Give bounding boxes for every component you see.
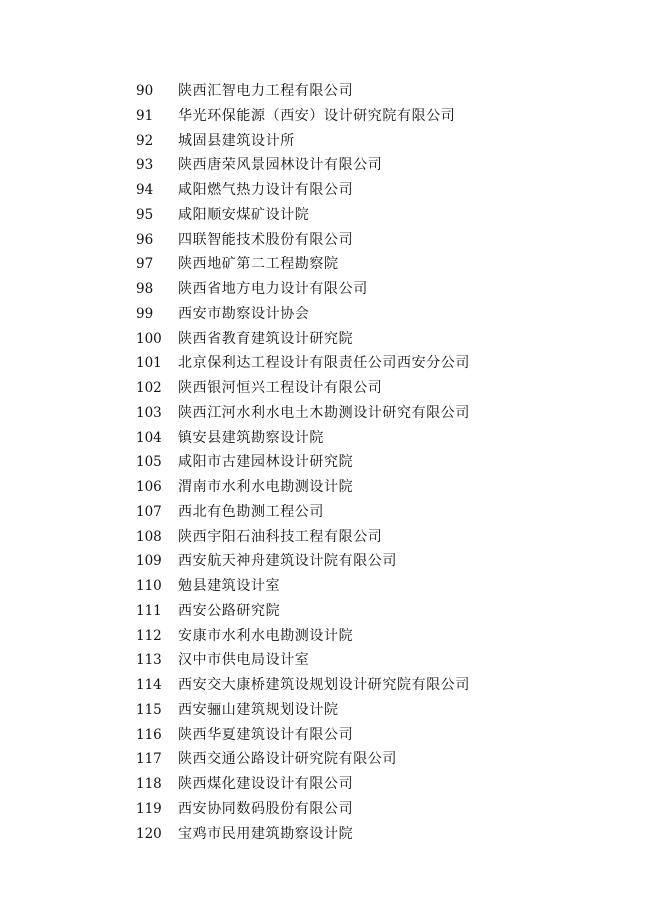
item-number: 119 xyxy=(136,800,162,817)
item-number: 98 xyxy=(136,281,154,297)
item-number: 106 xyxy=(136,479,162,495)
item-number: 109 xyxy=(136,553,162,570)
item-number: 118 xyxy=(136,776,162,792)
list-item xyxy=(0,723,650,748)
list-item xyxy=(0,129,650,154)
item-number: 105 xyxy=(136,454,162,471)
item-number: 94 xyxy=(136,182,154,198)
company-name: 陕西汇智电力工程有限公司 xyxy=(178,83,354,99)
list-item xyxy=(0,252,650,277)
company-name: 陕西银河恒兴工程设计有限公司 xyxy=(178,380,383,396)
list-item xyxy=(0,648,650,673)
list-item xyxy=(0,277,650,302)
company-name: 西安骊山建筑规划设计院 xyxy=(178,701,339,718)
list-item xyxy=(0,153,650,178)
company-name: 镇安县建筑勘察设计院 xyxy=(178,429,324,446)
company-name: 陕西地矿第二工程勘察院 xyxy=(178,256,339,273)
company-name: 咸阳顺安煤矿设计院 xyxy=(178,206,310,223)
list-item xyxy=(0,822,650,847)
company-name: 陕西宇阳石油科技工程有限公司 xyxy=(178,528,383,545)
company-name: 陕西华夏建筑设计有限公司 xyxy=(178,726,354,743)
company-name: 宝鸡市民用建筑勘察设计院 xyxy=(178,825,354,842)
item-number: 92 xyxy=(136,132,154,149)
list-item xyxy=(0,624,650,649)
list-item xyxy=(0,178,650,203)
list-item xyxy=(0,475,650,500)
item-number: 99 xyxy=(136,305,154,322)
list-item xyxy=(0,203,650,228)
company-name: 西安协同数码股份有限公司 xyxy=(178,800,354,817)
item-number: 113 xyxy=(136,652,162,669)
list-item xyxy=(0,772,650,797)
list-item xyxy=(0,104,650,129)
company-name: 陕西煤化建设设计有限公司 xyxy=(178,776,354,792)
company-name: 勉县建筑设计室 xyxy=(178,578,281,594)
item-number: 91 xyxy=(136,107,154,124)
list-item xyxy=(0,351,650,376)
list-item xyxy=(0,401,650,426)
item-number: 114 xyxy=(136,677,162,693)
company-name: 陕西江河水利水电土木勘测设计研究有限公司 xyxy=(178,404,470,421)
company-name: 西安市勘察设计协会 xyxy=(178,305,310,322)
list-item xyxy=(0,574,650,599)
company-name: 城固县建筑设计所 xyxy=(178,132,295,149)
company-name: 咸阳燃气热力设计有限公司 xyxy=(178,182,354,198)
company-name: 华光环保能源（西安）设计研究院有限公司 xyxy=(178,107,456,124)
item-number: 120 xyxy=(136,825,162,842)
list-item xyxy=(0,599,650,624)
company-name: 北京保利达工程设计有限责任公司西安分公司 xyxy=(178,355,470,372)
company-name: 安康市水利水电勘测设计院 xyxy=(178,627,354,644)
item-number: 117 xyxy=(136,751,162,768)
item-number: 110 xyxy=(136,578,162,594)
item-number: 104 xyxy=(136,429,162,446)
item-number: 97 xyxy=(136,256,154,273)
list-item xyxy=(0,228,650,253)
item-number: 95 xyxy=(136,206,154,223)
list-item xyxy=(0,302,650,327)
company-name: 西安公路研究院 xyxy=(178,602,281,619)
item-number: 107 xyxy=(136,503,162,520)
list-item xyxy=(0,797,650,822)
company-name: 汉中市供电局设计室 xyxy=(178,652,310,669)
company-list xyxy=(0,79,650,846)
company-name: 西安航天神舟建筑设计院有限公司 xyxy=(178,553,397,570)
item-number: 108 xyxy=(136,528,162,545)
company-name: 陕西唐荣风景园林设计有限公司 xyxy=(178,157,383,174)
list-item xyxy=(0,673,650,698)
item-number: 112 xyxy=(136,627,162,644)
item-number: 90 xyxy=(136,83,154,99)
company-name: 四联智能技术股份有限公司 xyxy=(178,231,354,248)
company-name: 咸阳市古建园林设计研究院 xyxy=(178,454,354,471)
item-number: 103 xyxy=(136,404,162,421)
list-item xyxy=(0,500,650,525)
company-name: 西安交大康桥建筑设规划设计研究院有限公司 xyxy=(178,677,470,693)
company-name: 陕西省教育建筑设计研究院 xyxy=(178,330,354,347)
item-number: 111 xyxy=(136,602,162,619)
item-number: 102 xyxy=(136,380,162,396)
item-number: 101 xyxy=(136,355,162,372)
item-number: 115 xyxy=(136,701,162,718)
item-number: 100 xyxy=(136,330,162,347)
list-item xyxy=(0,450,650,475)
list-item xyxy=(0,747,650,772)
list-item xyxy=(0,327,650,352)
item-number: 96 xyxy=(136,231,154,248)
list-item xyxy=(0,376,650,401)
list-item xyxy=(0,525,650,550)
list-item xyxy=(0,426,650,451)
list-item xyxy=(0,549,650,574)
list-item xyxy=(0,79,650,104)
company-name: 西北有色勘测工程公司 xyxy=(178,503,324,520)
item-number: 93 xyxy=(136,157,154,174)
company-name: 陕西交通公路设计研究院有限公司 xyxy=(178,751,397,768)
company-name: 陕西省地方电力设计有限公司 xyxy=(178,281,368,297)
item-number: 116 xyxy=(136,726,162,743)
company-name: 渭南市水利水电勘测设计院 xyxy=(178,479,354,495)
list-item xyxy=(0,698,650,723)
